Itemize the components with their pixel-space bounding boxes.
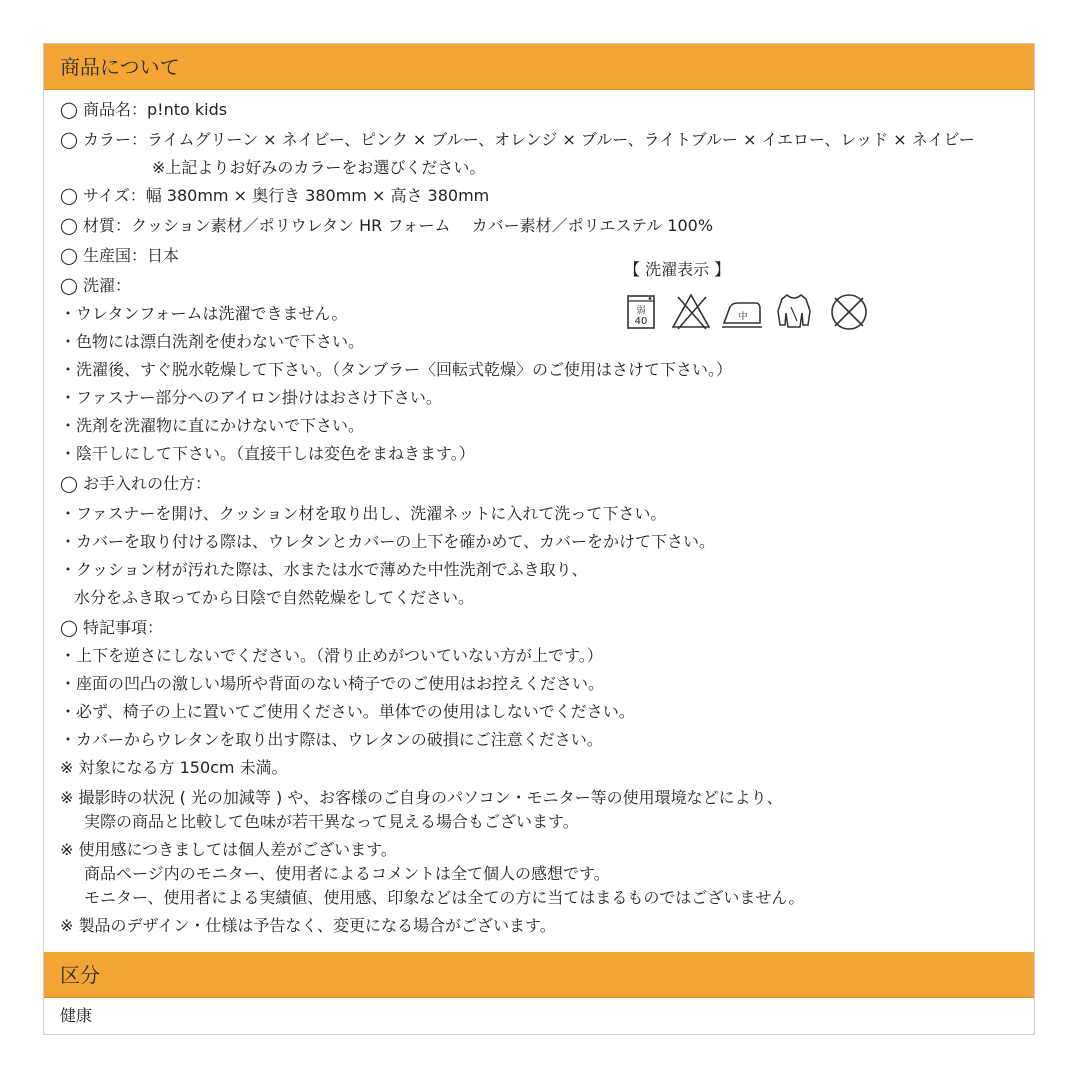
category-value: 健康: [60, 1006, 93, 1025]
wash-gentle-label: 弱: [636, 306, 646, 316]
wash-temp-label: 40: [634, 316, 648, 327]
washing-item: ・洗濯後、すぐ脱水乾燥して下さい。（タンブラー〈回転式乾燥〉のご使用はさけて下さい。）: [60, 360, 733, 379]
detail-size: ◯ サイズ：幅 380mm × 奥行き 380mm × 高さ 380mm: [60, 186, 490, 205]
no-tumble-dry-icon: [828, 291, 870, 333]
wash-40-gentle-icon: [626, 291, 660, 331]
care-item: ・カバーを取り付ける際は、ウレタンとカバーの上下を確かめて、カバーをかけて下さい。: [60, 532, 716, 551]
care-symbols: [626, 291, 876, 333]
washing-item: ・洗剤を洗濯物に直にかけないで下さい。: [60, 416, 365, 435]
washing-item: ・ウレタンフォームは洗濯できません。: [60, 304, 348, 323]
section-header-product: 商品について: [44, 44, 1034, 90]
note-item: ・カバーからウレタンを取り出す際は、ウレタンの破損にご注意ください。: [60, 730, 603, 749]
washing-item: ・色物には漂白洗剤を使わないで下さい。: [60, 332, 365, 351]
care-label-title: 【 洗濯表示 】: [624, 260, 731, 279]
detail-care-heading: ◯ お手入れの仕方：: [60, 474, 211, 493]
detail-product-name: ◯ 商品名：p!nto kids: [60, 100, 228, 119]
section-header-category: 区分: [44, 952, 1034, 998]
iron-medium-icon: [720, 291, 764, 331]
detail-origin: ◯ 生産国：日本: [60, 246, 179, 265]
washing-item: ・陰干しにして下さい。（直接干しは変色をまねきます。）: [60, 444, 475, 463]
no-bleach-icon: [670, 291, 712, 331]
care-item-continued: 水分をふき取ってから日陰で自然乾燥をしてください。: [74, 588, 475, 607]
iron-temp-label: 中: [738, 312, 748, 322]
detail-color-note: ※上記よりお好みのカラーをお選びください。: [152, 158, 486, 177]
note-design-change: ※ 製品のデザイン・仕様は予告なく、変更になる場合がございます。: [60, 916, 556, 935]
washing-item: ・ファスナー部分へのアイロン掛けはおさけ下さい。: [60, 388, 442, 407]
note-item: ・上下を逆さにしないでください。（滑り止めがついていない方が上です。）: [60, 646, 603, 665]
note-color-disclaimer-cont: 実際の商品と比較して色味が若干異なって見える場合もございます。: [84, 812, 579, 831]
note-item: ・座面の凹凸の激しい場所や背面のない椅子でのご使用はお控えください。: [60, 674, 605, 693]
product-info-frame: [43, 43, 1035, 1035]
detail-color: ◯ カラー：ライムグリーン × ネイビー、ピンク × ブルー、オレンジ × ブルー、ライトブルー × イエロー、レッド × ネイビー: [60, 130, 975, 149]
detail-notes-heading: ◯ 特記事項：: [60, 618, 163, 637]
note-usage-feel: ※ 使用感につきましては個人差がございます。: [60, 840, 397, 859]
note-usage-feel-cont: 商品ページ内のモニター、使用者によるコメントは全て個人の感想です。: [84, 864, 610, 883]
note-target-height: ※ 対象になる方 150cm 未満。: [60, 758, 288, 777]
detail-washing-heading: ◯ 洗濯：: [60, 276, 131, 295]
no-wring-icon: [774, 291, 814, 331]
care-item: ・クッション材が汚れた際は、水または水で薄めた中性洗剤でふき取り、: [60, 560, 588, 579]
note-color-disclaimer: ※ 撮影時の状況 ( 光の加減等 ) や、お客様のご自身のパソコン・モニター等の使用環境などにより、: [60, 788, 783, 807]
note-usage-feel-cont: モニター、使用者による実績値、使用感、印象などは全ての方に当てはまるものではございません。: [84, 888, 805, 907]
care-item: ・ファスナーを開け、クッション材を取り出し、洗濯ネットに入れて洗って下さい。: [60, 504, 667, 523]
detail-material: ◯ 材質：クッション素材／ポリウレタン HR フォーム カバー素材／ポリエステル 100%: [60, 216, 714, 235]
note-item: ・必ず、椅子の上に置いてご使用ください。単体での使用はしないでください。: [60, 702, 635, 721]
